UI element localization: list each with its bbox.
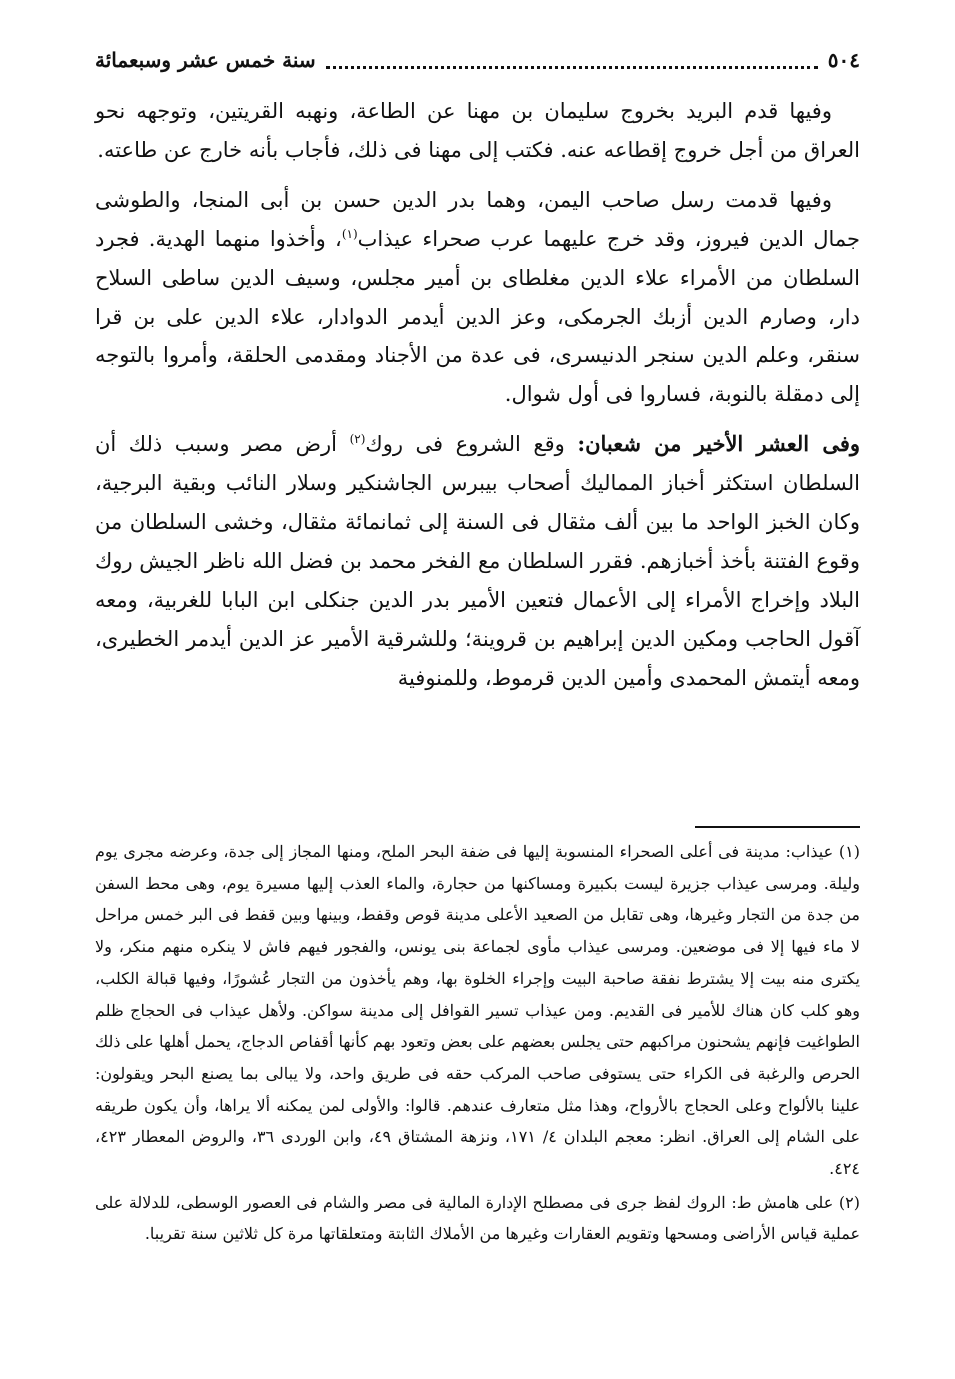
- paragraph-2-text-a: وفيها قدمت رسل صاحب اليمن، وهما بدر الدين حسن بن أبى المنجا، والطوشى جمال الدين فيروز، وقد خرج عليهما عرب صحراء عيذاب: [95, 187, 860, 251]
- footnote-ref-2[interactable]: (٢): [349, 432, 366, 447]
- paragraph-1: وفيها قدم البريد بخروج سليمان بن مهنا عن الطاعة، ونهبه القريتين، وتوجهه نحو العراق من أجل خروج إقطاعه عنه. فكتب إلى مهنا فى ذلك، فأجاب بأنه خارج عن طاعته.: [95, 99, 860, 162]
- paragraph-2-text-b: ، وأخذوا منهما الهدية. فجرد السلطان من الأمراء علاء الدين مغلطاى بن أمير مجلس، وسيف الدين ساطى السلاح دار، وصارم الدين أزبك الجرمكى، وعز الدين أيدمر الدوادار، علاء الدين على بن قرا سنقر، وعلم الدين سنجر الدنيسرى، فى عدة من الأجناد ومقدمى الحلقة، وأمروا بالتوجه إلى دمقلة بالنوبة، فساروا فى أول شوال.: [95, 226, 860, 407]
- footnote-ref-1[interactable]: (١): [341, 226, 358, 241]
- footnote-2: (٢) على هامش ط: الروك لفظ جرى فى مصطلح الإدارة المالية فى مصر والشام فى العصور الوسطى، للدلالة على عملية قياس الأراضى ومسحها وتقويم العقارات وغيرها من الأملاك الثابتة ومتعلقاتها مرة كل ثلاثين سنة تقريبا.: [95, 1192, 861, 1244]
- paragraph-2: [95, 181, 860, 414]
- page-number: ٥٠٤: [827, 48, 860, 72]
- paragraph-3-text-a: وقع الشروع فى روك: [365, 432, 578, 457]
- footnotes: [95, 836, 860, 1250]
- paragraph-3-text-b: أرض مصر وسبب ذلك أن السلطان استكثر أخباز المماليك أصحاب بيبرس الجاشنكير وسلار النائب وبقية البرجية، وكان الخبز الواحد ما بين ألف مثقال فى السنة إلى ثمانمائة مثقال، وخشى السلطان من وقوع الفتنة بأخذ أخبازهم. فقرر السلطان مع الفخر محمد بن فضل الله ناظر الجيش روك البلاد وإخراج الأمراء إلى الأعمال فتعين الأمير بدر الدين جنكلى ابن البابا للغربية، ومعه آقول الحاجب ومكين الدين إبراهيم بن قروينة؛ وللشرقية الأمير عز الدين أيدمر الخطيرى، ومعه أيتمش المحمدى وأمين الدين قرموط، وللمنوفية: [95, 432, 860, 690]
- header-leader-dots: [326, 52, 818, 69]
- paragraph-3: [95, 425, 860, 697]
- footnote-separator: [695, 826, 860, 828]
- paragraph-3-lead: وفى العشر الأخير من شعبان:: [577, 431, 861, 457]
- running-header: [95, 40, 860, 80]
- running-title: سنة خمس عشر وسبعمائة: [95, 48, 316, 72]
- main-text: [95, 92, 860, 709]
- footnote-1: (١) عيذاب: مدينة فى أعلى الصحراء المنسوبة إليها فى ضفة البحر الملح، ومنها المجاز إلى جدة، وعرضه مجرى يوم وليلة. ومرسى عيذاب جزيرة ليست بكبيرة ومساكنها من حجارة، والماء العذب إليها مسيرة يوم، وهى محط السفن من جدة من التجار وغيرها، وهى تقابل من الصعيد الأعلى مدينة قوص وقفط، وبينها وبين قفط فى البر خمس مراحل لا ماء فيها إلا فى موضعين. ومرسى عيذاب مأوى لجماعة بنى يونس، والفجور فيهم فاش لا ينكره منهم منكر، ولا يكترى منه بيت إلا يشترط نفقة صاحبة البيت وإجراء الخلوة بها، وهم يأخذون من التجار عُشورًا، وفيها قبالة الكلب، وهو كلب كان هناك للأمير فى القديم. ومن عيذاب تسير القوافل إلى مدينة سواكن. ولأهل عيذاب فى الحجاج ظلم الطواغيت فإنهم يشحنون مراكبهم حتى يجلس بعضهم على بعض وتعود بهم كأنها أقفاص الدجاج، يحمل أهلها على ذلك الحرص والرغبة فى الكراء حتى يستوفى صاحب المركب حقه فى طريق واحد، ولا يبالى بما يصنع البحر ويقولون: علينا بالألواح وعلى الحجاج بالأرواح، وهذا مثل متعارف عندهم. قالوا: والأولى لمن يمكنه ألا يراها، وأن يكون طريقه على الشام إلى العراق. انظر: معجم البلدان ٤/ ١٧١، ونزهة المشتاق ٤٩، وابن الوردى ٣٦، والروض المعطار ٤٢٣، ٤٢٤.: [95, 842, 861, 1179]
